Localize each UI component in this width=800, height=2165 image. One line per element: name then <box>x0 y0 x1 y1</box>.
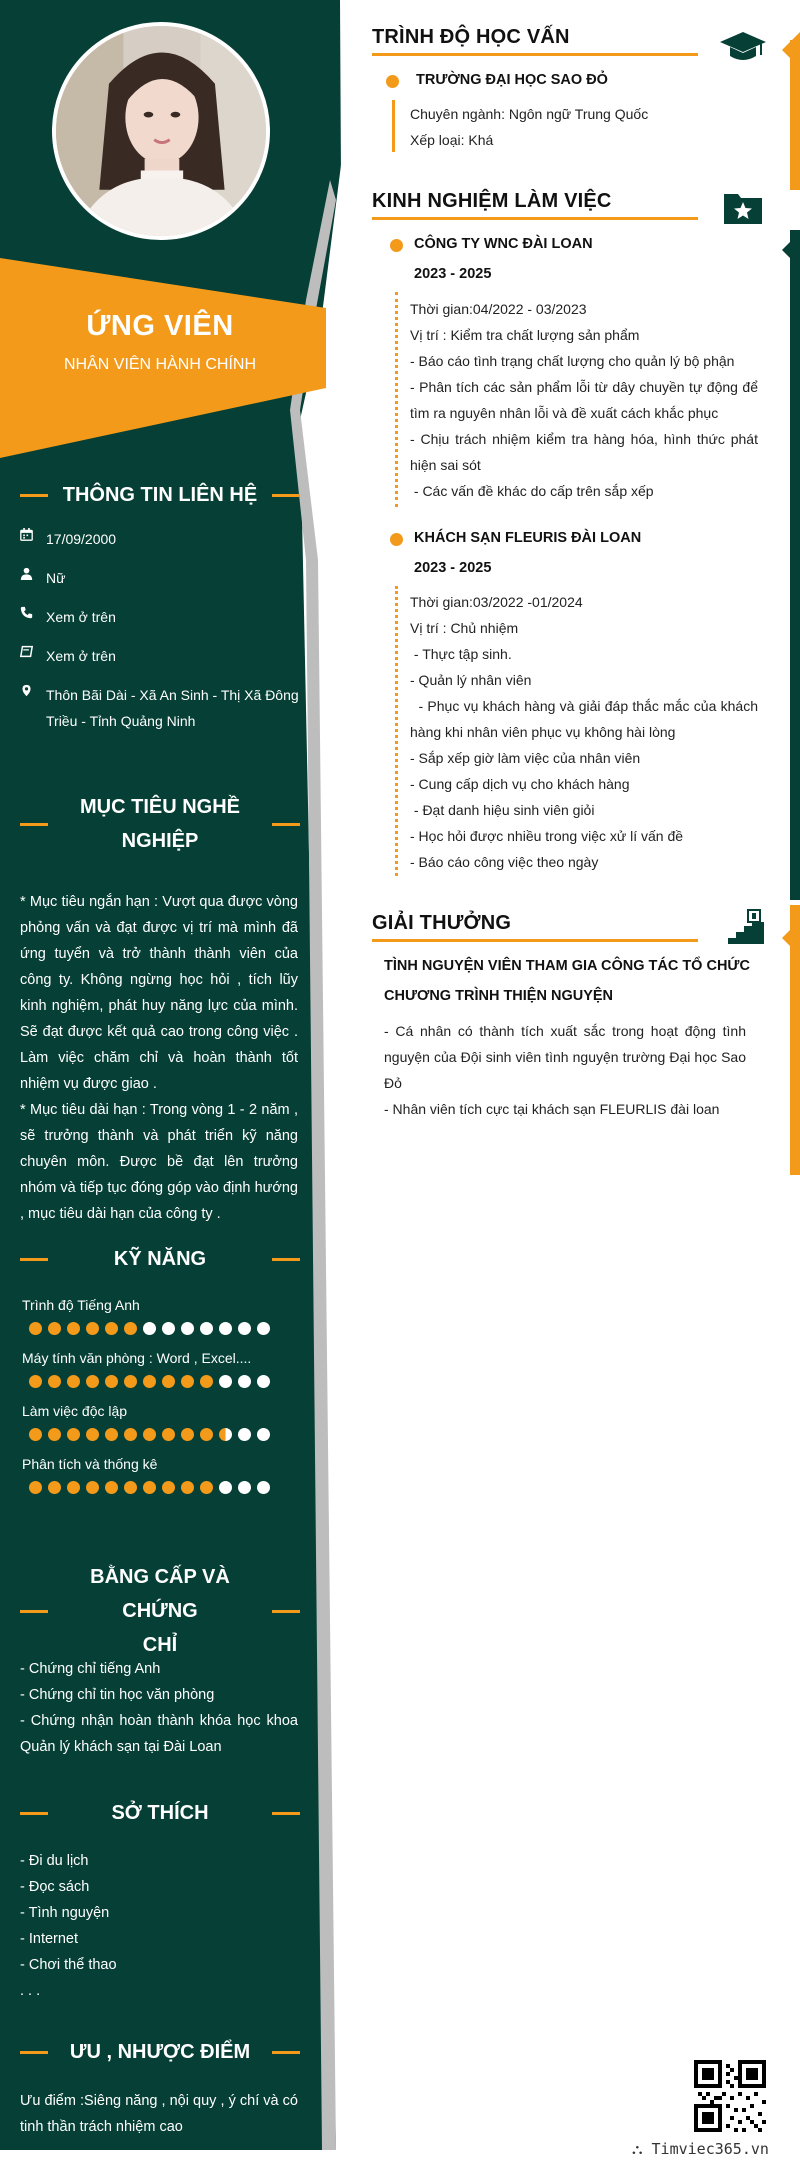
objective-text <box>20 889 298 1227</box>
skill-dot <box>257 1375 270 1388</box>
school-name: TRƯỜNG ĐẠI HỌC SAO ĐỎ <box>416 72 608 88</box>
skill-rating <box>22 1375 302 1388</box>
heading-dash <box>272 494 300 497</box>
job-years: 2023 - 2025 <box>414 560 492 576</box>
rail-tab <box>782 232 800 273</box>
skill-dot <box>181 1428 194 1441</box>
skill-dot <box>181 1375 194 1388</box>
bullet <box>390 239 403 252</box>
list-item: - Cá nhân có thành tích xuất sắc trong hoạt động tình nguyện của Đội sinh viên tình nguyện trường Đại học Sao Đỏ <box>384 1023 746 1091</box>
job-years: 2023 - 2025 <box>414 266 492 282</box>
job-detail-line: - Cung cấp dịch vụ cho khách hàng <box>410 776 630 792</box>
list-item: - Chứng chỉ tin học văn phòng <box>20 1687 215 1703</box>
contact-email: Xem ở trên <box>20 643 300 669</box>
heading-underline <box>372 53 698 56</box>
heading-dash <box>20 2051 48 2054</box>
job-details <box>410 296 762 504</box>
certificates-heading: BẰNG CẤP VÀ CHỨNG CHỈ <box>20 1560 300 1662</box>
skill-dot <box>67 1322 80 1335</box>
heading-dash <box>272 823 300 826</box>
skills-list <box>22 1294 302 1506</box>
job-company: CÔNG TY WNC ĐÀI LOAN <box>414 236 593 252</box>
skill-dot <box>105 1481 118 1494</box>
list-item: - Chứng chỉ tiếng Anh <box>20 1661 161 1677</box>
heading-dash <box>20 1258 48 1261</box>
skill-dot <box>48 1322 61 1335</box>
skill-dot <box>162 1481 175 1494</box>
skill-dot <box>200 1428 213 1441</box>
skill-dot <box>257 1428 270 1441</box>
skill-dot <box>143 1322 156 1335</box>
skill-dot <box>200 1375 213 1388</box>
folder-star-icon <box>724 190 762 224</box>
skill-dot <box>143 1428 156 1441</box>
skill-dot <box>48 1375 61 1388</box>
education-major: Chuyên ngành: Ngôn ngữ Trung Quốc <box>410 106 649 122</box>
heading-dash <box>272 1610 300 1613</box>
job-detail-line: - Sắp xếp giờ làm việc của nhân viên <box>410 750 641 766</box>
certificates-list <box>20 1656 298 1760</box>
skill-dot <box>48 1428 61 1441</box>
list-item: - Tình nguyện <box>20 1905 110 1921</box>
heading-dash <box>20 823 48 826</box>
job-detail-line: - Chịu trách nhiệm kiểm tra hàng hóa, hình thức phát hiện sai sót <box>410 431 762 473</box>
skill-dot <box>29 1375 42 1388</box>
skill-dot <box>143 1481 156 1494</box>
job-detail-line: - Báo cáo công việc theo ngày <box>410 854 599 870</box>
person-icon <box>20 565 46 583</box>
skill-dot <box>257 1322 270 1335</box>
calendar-icon <box>20 526 46 544</box>
heading-dash <box>272 1258 300 1261</box>
email-icon <box>20 643 46 661</box>
experience-heading: KINH NGHIỆM LÀM VIỆC <box>372 190 698 220</box>
skill-rating <box>22 1322 302 1335</box>
skill-dot <box>48 1481 61 1494</box>
trophy-stairs-icon <box>728 908 764 944</box>
skill-dot <box>86 1481 99 1494</box>
award-title: TÌNH NGUYỆN VIÊN THAM GIA CÔNG TÁC TỔ CHỨC CHƯƠNG TRÌNH THIỆN NGUYỆN <box>384 958 750 1004</box>
skill-dot <box>181 1322 194 1335</box>
awards-heading: GIẢI THƯỞNG <box>372 912 698 942</box>
list-item: - Nhân viên tích cực tại khách sạn FLEURLIS đài loan <box>384 1101 720 1117</box>
job-detail-line: Thời gian:04/2022 - 03/2023 <box>410 301 587 317</box>
skill-dot <box>124 1428 137 1441</box>
skill-rating <box>22 1428 302 1441</box>
skill-dot <box>181 1481 194 1494</box>
sidebar <box>0 0 362 2150</box>
right-rail-experience <box>790 230 800 900</box>
skill-dot <box>257 1481 270 1494</box>
heading-dash <box>272 2051 300 2054</box>
job-detail-line: - Đạt danh hiệu sinh viên giỏi <box>410 802 595 818</box>
objective-heading: MỤC TIÊU NGHỀ NGHIỆP <box>20 790 300 858</box>
skill-dot <box>238 1428 251 1441</box>
contact-heading: THÔNG TIN LIÊN HỆ <box>20 478 300 512</box>
skill-dot <box>124 1375 137 1388</box>
skill-label: Trình độ Tiếng Anh <box>22 1297 140 1313</box>
rail-tab <box>782 32 800 73</box>
heading-dash <box>20 1812 48 1815</box>
skill-dot <box>105 1322 118 1335</box>
skill-dot <box>124 1322 137 1335</box>
job-detail-line: - Phân tích các sản phẩm lỗi từ dây chuyền tự động để tìm ra nguyên nhân lỗi và đề xuất cách khắc phục <box>410 379 762 421</box>
job-detail-line: Vị trí : Chủ nhiệm <box>410 620 519 636</box>
skill-rating <box>22 1481 302 1494</box>
skill-dot <box>219 1481 232 1494</box>
contact-list <box>20 526 300 734</box>
hobbies-list <box>20 1848 298 2004</box>
skill-label: Phân tích và thống kê <box>22 1456 158 1472</box>
job-detail-line: Thời gian:03/2022 -01/2024 <box>410 594 583 610</box>
timeline-line <box>395 586 398 876</box>
job-detail-line: - Học hỏi được nhiều trong việc xử lí vấn đề <box>410 828 684 844</box>
awards-list <box>384 1018 746 1122</box>
skill-dot <box>238 1481 251 1494</box>
avatar <box>52 22 270 240</box>
list-item: - Đọc sách <box>20 1879 90 1895</box>
education-rank: Xếp loại: Khá <box>410 132 494 148</box>
skill-dot <box>105 1428 118 1441</box>
objective-short-term: * Mục tiêu ngắn hạn : Vượt qua được vòng phỏng vấn và đạt được vị trí mà mình đã ứng tuyển và trở thành thành viên của công ty. Không ngừng học hỏi , tích lũy kinh nghiệm, phát huy năng lực của mình. Sẽ đạt được kết quả cao trong công việc . Làm việc chăm chỉ và hoàn thành tốt nhiệm vụ được giao . <box>20 894 298 1092</box>
pros-cons-heading: ƯU , NHƯỢC ĐIỂM <box>20 2035 300 2069</box>
heading-underline <box>372 217 698 220</box>
contact-gender: Nữ <box>20 565 300 591</box>
timeline-line <box>392 100 395 152</box>
job-detail-line: - Các vấn đề khác do cấp trên sắp xếp <box>410 483 654 499</box>
skill-dot <box>219 1322 232 1335</box>
skill-dot <box>29 1428 42 1441</box>
skill-dot <box>219 1375 232 1388</box>
skill-dot <box>238 1322 251 1335</box>
objective-long-term: * Mục tiêu dài hạn : Trong vòng 1 - 2 năm , sẽ trưởng thành và phát triển kỹ năng chuyên môn. Được bề đạt lên trưởng nhóm và tiếp tục đóng góp vào định hướng , mục tiêu dài hạn của công ty . <box>20 1102 298 1222</box>
list-item: . . . <box>20 1983 41 1999</box>
job-company: KHÁCH SẠN FLEURIS ĐÀI LOAN <box>414 530 642 546</box>
footer-brand: ⛬ Timviec365.vn <box>632 2140 769 2158</box>
list-item: - Internet <box>20 1931 79 1947</box>
skill-dot <box>67 1375 80 1388</box>
job-details <box>410 589 762 875</box>
heading-dash <box>272 1812 300 1815</box>
skill-dot <box>219 1428 232 1441</box>
skill-dot <box>67 1428 80 1441</box>
candidate-name: ỨNG VIÊN <box>86 310 234 342</box>
skill-dot <box>200 1481 213 1494</box>
skill-dot <box>86 1322 99 1335</box>
rail-tab <box>782 920 800 961</box>
job-detail-line: Vị trí : Kiểm tra chất lượng sản phẩm <box>410 327 640 343</box>
job-detail-line: - Phục vụ khách hàng và giải đáp thắc mắc của khách hàng khi nhân viên phục vụ không hài lòng <box>410 698 762 740</box>
skill-dot <box>162 1428 175 1441</box>
skill-dot <box>162 1375 175 1388</box>
location-pin-icon <box>20 682 46 700</box>
profile-photo <box>56 26 266 236</box>
hobbies-heading: SỞ THÍCH <box>20 1796 300 1830</box>
phone-icon <box>20 604 46 622</box>
heading-underline <box>372 939 698 942</box>
list-item: - Đi du lịch <box>20 1853 89 1869</box>
skill-dot <box>29 1481 42 1494</box>
skill-dot <box>67 1481 80 1494</box>
skills-heading: KỸ NĂNG <box>20 1242 300 1276</box>
pros-cons-text: Ưu điểm :Siêng năng , nội quy , ý chí và có tinh thần trách nhiệm cao <box>20 2093 298 2135</box>
timeline-line <box>395 292 398 507</box>
heading-dash <box>20 494 48 497</box>
list-item: - Chứng nhận hoàn thành khóa học khoa Quản lý khách sạn tại Đài Loan <box>20 1713 298 1755</box>
contact-address: Thôn Bãi Dài - Xã An Sinh - Thị Xã Đông Triều - Tỉnh Quảng Ninh <box>20 682 300 734</box>
list-item: - Chơi thể thao <box>20 1957 117 1973</box>
skill-dot <box>200 1322 213 1335</box>
skill-label: Làm việc độc lập <box>22 1403 128 1419</box>
bullet <box>386 75 399 88</box>
skill-label: Máy tính văn phòng : Word , Excel.... <box>22 1350 252 1366</box>
skill-dot <box>29 1322 42 1335</box>
qr-code <box>694 2060 766 2132</box>
skill-dot <box>143 1375 156 1388</box>
candidate-role: NHÂN VIÊN HÀNH CHÍNH <box>63 356 256 373</box>
graduation-cap-icon <box>720 32 766 64</box>
skill-dot <box>86 1428 99 1441</box>
job-detail-line: - Quản lý nhân viên <box>410 672 532 688</box>
job-detail-line: - Báo cáo tình trạng chất lượng cho quản lý bộ phận <box>410 353 735 369</box>
skill-dot <box>238 1375 251 1388</box>
skill-dot <box>86 1375 99 1388</box>
skill-dot <box>162 1322 175 1335</box>
contact-phone: Xem ở trên <box>20 604 300 630</box>
job-detail-line: - Thực tập sinh. <box>410 646 512 662</box>
contact-birthday: 17/09/2000 <box>20 526 300 552</box>
skill-dot <box>105 1375 118 1388</box>
skill-dot <box>124 1481 137 1494</box>
bullet <box>390 533 403 546</box>
education-heading: TRÌNH ĐỘ HỌC VẤN <box>372 26 698 56</box>
heading-dash <box>20 1610 48 1613</box>
